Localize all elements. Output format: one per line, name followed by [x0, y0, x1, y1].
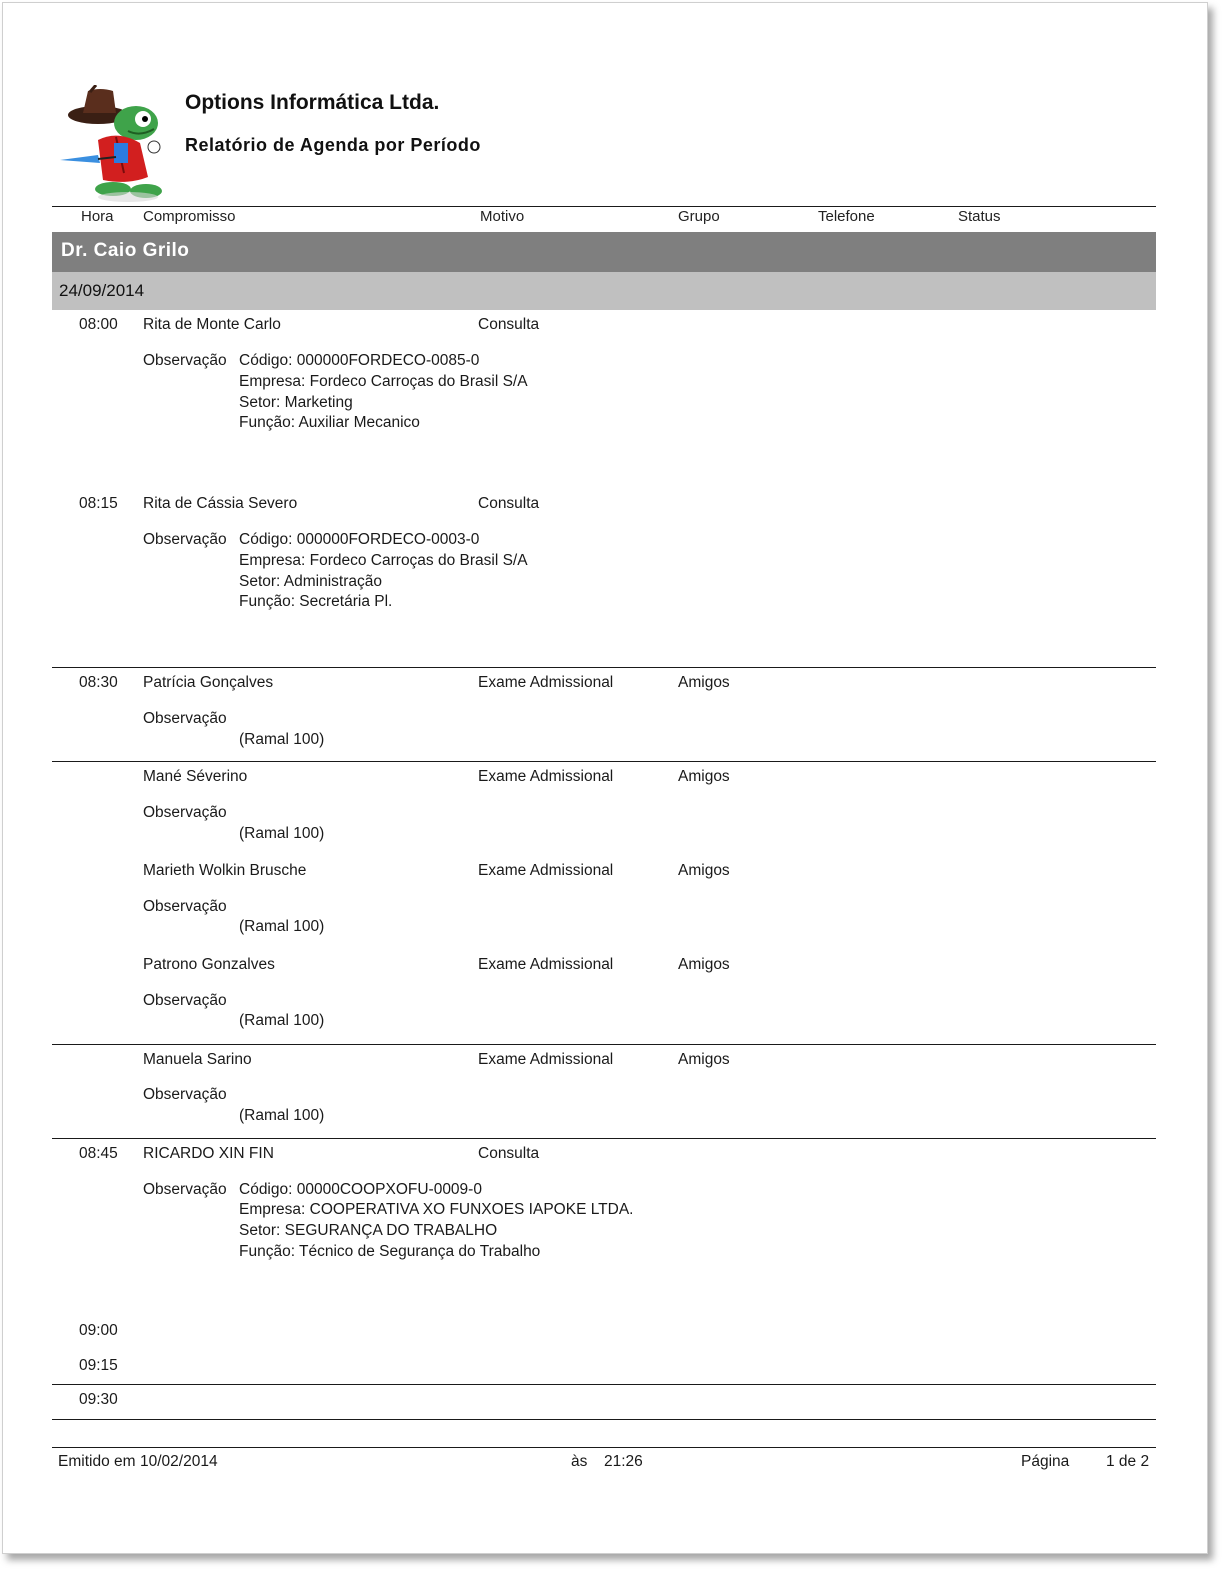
- header-top-divider: [52, 206, 1156, 207]
- slot-divider: [52, 761, 1156, 762]
- empty-slot-time: 09:30: [79, 1391, 118, 1408]
- entry-name: Patrono Gonzalves: [143, 956, 275, 973]
- column-header-status: Status: [958, 208, 1001, 225]
- entry-name: Rita de Cássia Severo: [143, 495, 298, 512]
- entry-name: Rita de Monte Carlo: [143, 316, 281, 333]
- entry-motivo: Exame Admissional: [478, 1051, 614, 1068]
- observacao-label: Observação: [143, 710, 227, 727]
- column-header-telefone: Telefone: [818, 208, 875, 225]
- entry-detail: (Ramal 100): [239, 825, 325, 842]
- observacao-label: Observação: [143, 992, 227, 1009]
- empty-slot-time: 09:15: [79, 1357, 118, 1374]
- observacao-label: Observação: [143, 898, 227, 915]
- entry-detail: Setor: Administração: [239, 573, 383, 590]
- entry-detail: Empresa: Fordeco Carroças do Brasil S/A: [239, 373, 528, 390]
- footer-divider: [52, 1447, 1156, 1448]
- entry-detail: Setor: Marketing: [239, 394, 353, 411]
- company-name: Options Informática Ltda.: [185, 91, 440, 114]
- slot-divider: [52, 1138, 1156, 1139]
- entry-detail: Código: 000000FORDECO-0085-0: [239, 352, 480, 369]
- report-title: Relatório de Agenda por Período: [185, 135, 481, 155]
- entry-motivo: Consulta: [478, 1145, 540, 1162]
- entry-name: Marieth Wolkin Brusche: [143, 862, 307, 879]
- observacao-label: Observação: [143, 804, 227, 821]
- company-logo-cricket-icon: [58, 85, 170, 205]
- slot-divider: [52, 1419, 1156, 1420]
- footer-time: 21:26: [604, 1453, 643, 1470]
- footer-page-number: 1 de 2: [1106, 1453, 1150, 1470]
- slot-divider: [52, 1384, 1156, 1385]
- entry-grupo: Amigos: [678, 862, 730, 879]
- entry-detail: (Ramal 100): [239, 731, 325, 748]
- entry-grupo: Amigos: [678, 1051, 730, 1068]
- entry-motivo: Consulta: [478, 495, 540, 512]
- entry-detail: (Ramal 100): [239, 1107, 325, 1124]
- observacao-label: Observação: [143, 1086, 227, 1103]
- entry-detail: (Ramal 100): [239, 918, 325, 935]
- observacao-label: Observação: [143, 352, 227, 369]
- entry-motivo: Exame Admissional: [478, 956, 614, 973]
- footer-page-label: Página: [1021, 1453, 1070, 1470]
- observacao-label: Observação: [143, 1181, 227, 1198]
- column-header-hora: Hora: [81, 208, 114, 225]
- entry-detail: Setor: SEGURANÇA DO TRABALHO: [239, 1222, 498, 1239]
- entry-detail: Empresa: Fordeco Carroças do Brasil S/A: [239, 552, 528, 569]
- entry-grupo: Amigos: [678, 674, 730, 691]
- entry-time: 08:30: [79, 674, 118, 691]
- empty-slot-time: 09:00: [79, 1322, 118, 1339]
- entry-detail: Código: 000000FORDECO-0003-0: [239, 531, 480, 548]
- entry-detail: Função: Secretária Pl.: [239, 593, 393, 610]
- doctor-group-header: Dr. Caio Grilo: [52, 232, 1156, 272]
- footer-emitted-label: Emitido em: [58, 1453, 136, 1470]
- entry-grupo: Amigos: [678, 956, 730, 973]
- entry-name: Mané Séverino: [143, 768, 248, 785]
- slot-divider: [52, 1044, 1156, 1045]
- column-header-grupo: Grupo: [678, 208, 720, 225]
- entry-time: 08:00: [79, 316, 118, 333]
- entry-motivo: Exame Admissional: [478, 862, 614, 879]
- entry-detail: (Ramal 100): [239, 1012, 325, 1029]
- entry-motivo: Exame Admissional: [478, 768, 614, 785]
- entry-name: RICARDO XIN FIN: [143, 1145, 274, 1162]
- entry-time: 08:45: [79, 1145, 118, 1162]
- entry-grupo: Amigos: [678, 768, 730, 785]
- entry-name: Manuela Sarino: [143, 1051, 252, 1068]
- footer-at-label: às: [571, 1453, 588, 1470]
- entry-detail: Código: 00000COOPXOFU-0009-0: [239, 1181, 482, 1198]
- entry-name: Patrícia Gonçalves: [143, 674, 274, 691]
- entry-detail: Função: Auxiliar Mecanico: [239, 414, 420, 431]
- slot-divider: [52, 667, 1156, 668]
- entry-detail: Função: Técnico de Segurança do Trabalho: [239, 1243, 541, 1260]
- entry-motivo: Exame Admissional: [478, 674, 614, 691]
- entry-detail: Empresa: COOPERATIVA XO FUNXOES IAPOKE LTDA.: [239, 1201, 634, 1218]
- column-header-compromisso: Compromisso: [143, 208, 236, 225]
- observacao-label: Observação: [143, 531, 227, 548]
- footer-emitted-date: 10/02/2014: [140, 1453, 218, 1470]
- entry-time: 08:15: [79, 495, 118, 512]
- entry-motivo: Consulta: [478, 316, 540, 333]
- column-header-motivo: Motivo: [480, 208, 525, 225]
- date-group-header: 24/09/2014: [52, 272, 1156, 310]
